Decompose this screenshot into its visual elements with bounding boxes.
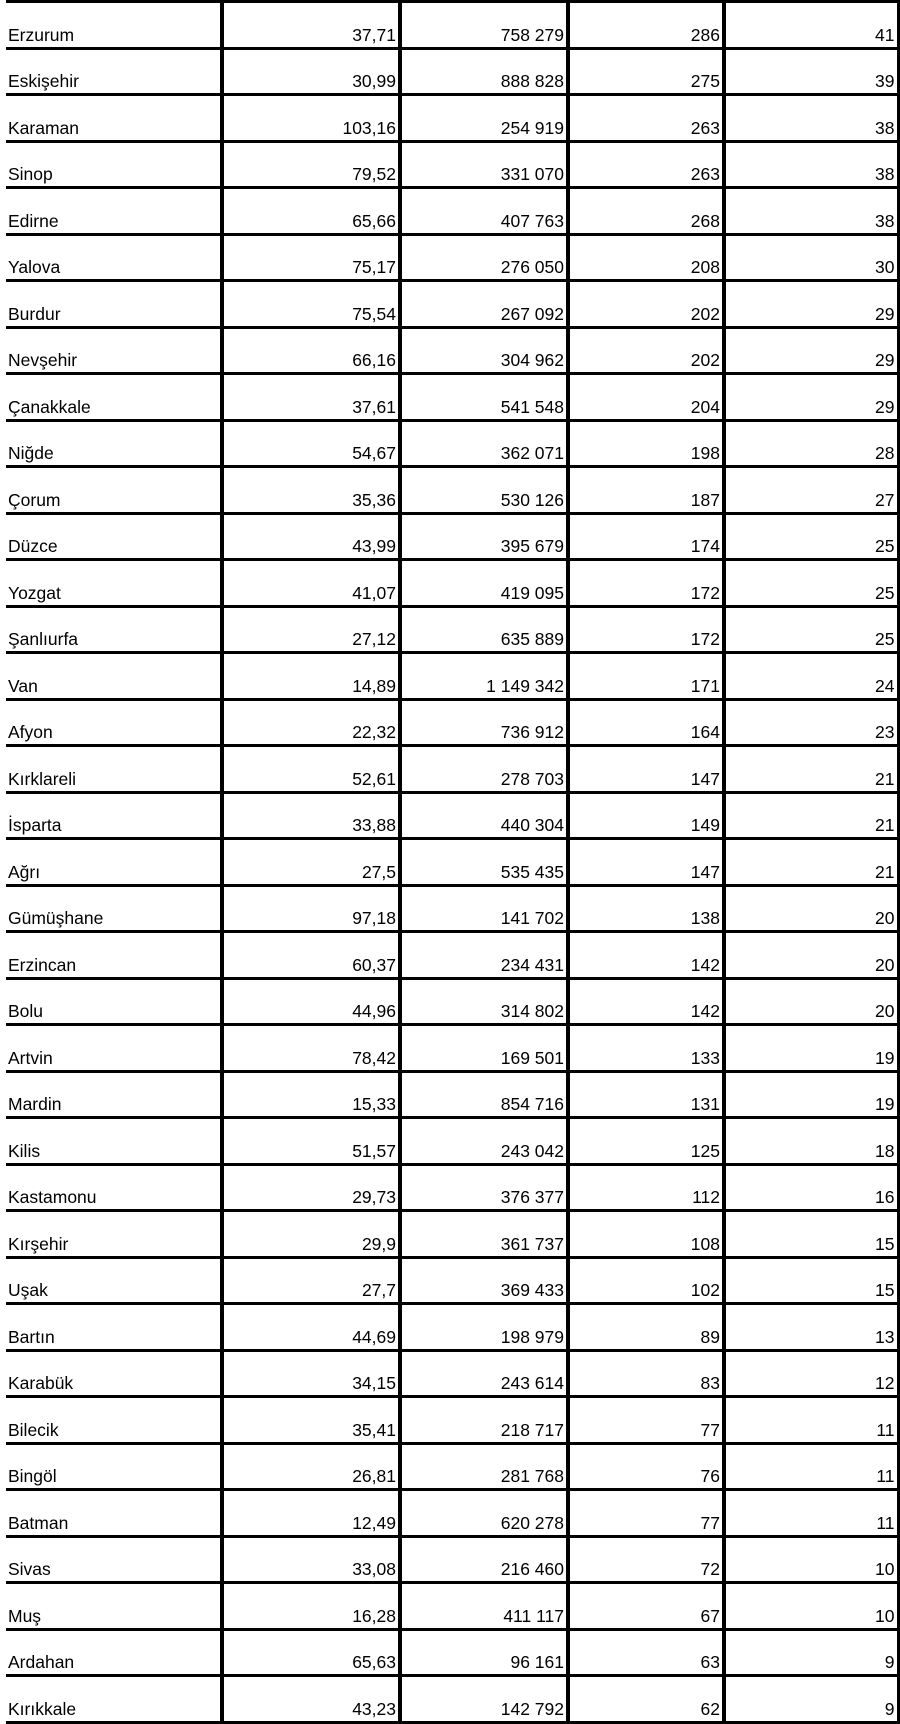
value-a-cell: 37,71 xyxy=(222,2,400,49)
value-b-cell: 172 xyxy=(568,560,724,607)
population-cell: 141 702 xyxy=(400,885,568,932)
table-row xyxy=(6,932,898,979)
value-a-cell: 33,88 xyxy=(222,792,400,839)
table-row xyxy=(6,1071,898,1118)
value-a-cell: 30,99 xyxy=(222,48,400,95)
province-name-cell: Bartın xyxy=(6,1304,222,1351)
population-cell: 267 092 xyxy=(400,281,568,328)
province-name-cell: Afyon xyxy=(6,699,222,746)
province-name-cell: Ardahan xyxy=(6,1629,222,1676)
table-row xyxy=(6,327,898,374)
value-a-cell: 35,36 xyxy=(222,467,400,514)
province-name-cell: Düzce xyxy=(6,513,222,560)
value-b-cell: 62 xyxy=(568,1676,724,1723)
value-b-cell: 204 xyxy=(568,374,724,421)
value-b-cell: 77 xyxy=(568,1490,724,1537)
province-name-cell: Burdur xyxy=(6,281,222,328)
value-b-cell: 202 xyxy=(568,327,724,374)
value-c-cell: 15 xyxy=(724,1257,898,1304)
value-c-cell: 9 xyxy=(724,1629,898,1676)
population-cell: 234 431 xyxy=(400,932,568,979)
province-name-cell: Nevşehir xyxy=(6,327,222,374)
value-a-cell: 65,66 xyxy=(222,188,400,235)
value-c-cell: 11 xyxy=(724,1397,898,1444)
value-c-cell: 12 xyxy=(724,1350,898,1397)
province-name-cell: Artvin xyxy=(6,1025,222,1072)
value-a-cell: 75,17 xyxy=(222,234,400,281)
value-b-cell: 164 xyxy=(568,699,724,746)
value-b-cell: 149 xyxy=(568,792,724,839)
value-b-cell: 76 xyxy=(568,1443,724,1490)
table-row xyxy=(6,1025,898,1072)
table-row xyxy=(6,560,898,607)
table-row xyxy=(6,281,898,328)
province-name-cell: Ağrı xyxy=(6,839,222,886)
table-row xyxy=(6,699,898,746)
value-a-cell: 60,37 xyxy=(222,932,400,979)
table-row xyxy=(6,1490,898,1537)
population-cell: 276 050 xyxy=(400,234,568,281)
value-c-cell: 23 xyxy=(724,699,898,746)
value-a-cell: 97,18 xyxy=(222,885,400,932)
province-name-cell: Bingöl xyxy=(6,1443,222,1490)
table-row xyxy=(6,513,898,560)
value-c-cell: 24 xyxy=(724,653,898,700)
table-row xyxy=(6,885,898,932)
population-cell: 218 717 xyxy=(400,1397,568,1444)
province-name-cell: Kırşehir xyxy=(6,1211,222,1258)
table-row xyxy=(6,374,898,421)
province-name-cell: Şanlıurfa xyxy=(6,606,222,653)
value-c-cell: 19 xyxy=(724,1025,898,1072)
value-a-cell: 41,07 xyxy=(222,560,400,607)
province-name-cell: Sivas xyxy=(6,1536,222,1583)
value-b-cell: 147 xyxy=(568,746,724,793)
value-a-cell: 27,7 xyxy=(222,1257,400,1304)
value-c-cell: 38 xyxy=(724,141,898,188)
population-cell: 541 548 xyxy=(400,374,568,421)
value-b-cell: 286 xyxy=(568,2,724,49)
table-row xyxy=(6,188,898,235)
value-a-cell: 27,12 xyxy=(222,606,400,653)
province-name-cell: Muş xyxy=(6,1583,222,1630)
value-b-cell: 125 xyxy=(568,1118,724,1165)
population-cell: 169 501 xyxy=(400,1025,568,1072)
population-cell: 369 433 xyxy=(400,1257,568,1304)
population-cell: 281 768 xyxy=(400,1443,568,1490)
population-cell: 198 979 xyxy=(400,1304,568,1351)
province-name-cell: Sinop xyxy=(6,141,222,188)
value-c-cell: 29 xyxy=(724,327,898,374)
population-cell: 407 763 xyxy=(400,188,568,235)
province-name-cell: Yozgat xyxy=(6,560,222,607)
value-a-cell: 78,42 xyxy=(222,1025,400,1072)
table-row xyxy=(6,1583,898,1630)
value-c-cell: 20 xyxy=(724,885,898,932)
value-a-cell: 29,9 xyxy=(222,1211,400,1258)
value-a-cell: 103,16 xyxy=(222,95,400,142)
population-cell: 361 737 xyxy=(400,1211,568,1258)
value-a-cell: 66,16 xyxy=(222,327,400,374)
table-row xyxy=(6,746,898,793)
population-cell: 142 792 xyxy=(400,1676,568,1723)
data-table xyxy=(6,0,900,1724)
table-row xyxy=(6,1211,898,1258)
value-c-cell: 13 xyxy=(724,1304,898,1351)
table-row xyxy=(6,420,898,467)
value-b-cell: 172 xyxy=(568,606,724,653)
value-b-cell: 67 xyxy=(568,1583,724,1630)
province-name-cell: Bilecik xyxy=(6,1397,222,1444)
table-row xyxy=(6,95,898,142)
table-row xyxy=(6,792,898,839)
province-name-cell: Karaman xyxy=(6,95,222,142)
table-row xyxy=(6,1164,898,1211)
population-cell: 376 377 xyxy=(400,1164,568,1211)
province-name-cell: Kırklareli xyxy=(6,746,222,793)
table-row xyxy=(6,1443,898,1490)
table-row xyxy=(6,48,898,95)
value-a-cell: 35,41 xyxy=(222,1397,400,1444)
value-c-cell: 9 xyxy=(724,1676,898,1723)
value-c-cell: 20 xyxy=(724,932,898,979)
province-name-cell: İsparta xyxy=(6,792,222,839)
population-cell: 314 802 xyxy=(400,978,568,1025)
province-name-cell: Van xyxy=(6,653,222,700)
value-b-cell: 108 xyxy=(568,1211,724,1258)
population-cell: 216 460 xyxy=(400,1536,568,1583)
value-a-cell: 43,99 xyxy=(222,513,400,560)
value-b-cell: 263 xyxy=(568,95,724,142)
table-row xyxy=(6,1536,898,1583)
value-c-cell: 10 xyxy=(724,1536,898,1583)
value-a-cell: 44,96 xyxy=(222,978,400,1025)
value-c-cell: 29 xyxy=(724,374,898,421)
table-row xyxy=(6,653,898,700)
value-b-cell: 63 xyxy=(568,1629,724,1676)
province-name-cell: Çorum xyxy=(6,467,222,514)
table-row xyxy=(6,467,898,514)
population-cell: 411 117 xyxy=(400,1583,568,1630)
value-b-cell: 174 xyxy=(568,513,724,560)
value-b-cell: 89 xyxy=(568,1304,724,1351)
value-a-cell: 15,33 xyxy=(222,1071,400,1118)
value-b-cell: 142 xyxy=(568,932,724,979)
population-cell: 1 149 342 xyxy=(400,653,568,700)
province-name-cell: Kastamonu xyxy=(6,1164,222,1211)
table-row xyxy=(6,978,898,1025)
value-a-cell: 12,49 xyxy=(222,1490,400,1537)
province-name-cell: Erzincan xyxy=(6,932,222,979)
value-c-cell: 20 xyxy=(724,978,898,1025)
population-cell: 278 703 xyxy=(400,746,568,793)
population-cell: 96 161 xyxy=(400,1629,568,1676)
value-a-cell: 44,69 xyxy=(222,1304,400,1351)
value-b-cell: 131 xyxy=(568,1071,724,1118)
value-a-cell: 43,23 xyxy=(222,1676,400,1723)
value-b-cell: 72 xyxy=(568,1536,724,1583)
value-b-cell: 138 xyxy=(568,885,724,932)
value-a-cell: 33,08 xyxy=(222,1536,400,1583)
province-name-cell: Edirne xyxy=(6,188,222,235)
value-c-cell: 25 xyxy=(724,560,898,607)
value-a-cell: 65,63 xyxy=(222,1629,400,1676)
value-c-cell: 41 xyxy=(724,2,898,49)
table-row xyxy=(6,2,898,49)
value-a-cell: 29,73 xyxy=(222,1164,400,1211)
value-c-cell: 25 xyxy=(724,513,898,560)
value-b-cell: 142 xyxy=(568,978,724,1025)
province-name-cell: Kırıkkale xyxy=(6,1676,222,1723)
value-a-cell: 37,61 xyxy=(222,374,400,421)
value-a-cell: 16,28 xyxy=(222,1583,400,1630)
province-name-cell: Eskişehir xyxy=(6,48,222,95)
province-name-cell: Yalova xyxy=(6,234,222,281)
value-a-cell: 54,67 xyxy=(222,420,400,467)
table-row xyxy=(6,1676,898,1723)
province-name-cell: Uşak xyxy=(6,1257,222,1304)
value-b-cell: 208 xyxy=(568,234,724,281)
value-a-cell: 52,61 xyxy=(222,746,400,793)
value-c-cell: 15 xyxy=(724,1211,898,1258)
table-row xyxy=(6,1118,898,1165)
value-c-cell: 11 xyxy=(724,1490,898,1537)
table-row xyxy=(6,1304,898,1351)
value-c-cell: 21 xyxy=(724,839,898,886)
value-b-cell: 171 xyxy=(568,653,724,700)
population-cell: 535 435 xyxy=(400,839,568,886)
value-c-cell: 29 xyxy=(724,281,898,328)
value-c-cell: 10 xyxy=(724,1583,898,1630)
table-row xyxy=(6,141,898,188)
value-a-cell: 79,52 xyxy=(222,141,400,188)
value-b-cell: 112 xyxy=(568,1164,724,1211)
value-a-cell: 26,81 xyxy=(222,1443,400,1490)
value-b-cell: 102 xyxy=(568,1257,724,1304)
value-b-cell: 77 xyxy=(568,1397,724,1444)
population-cell: 620 278 xyxy=(400,1490,568,1537)
table-body xyxy=(6,2,898,1723)
value-c-cell: 11 xyxy=(724,1443,898,1490)
population-cell: 440 304 xyxy=(400,792,568,839)
value-c-cell: 21 xyxy=(724,792,898,839)
value-c-cell: 21 xyxy=(724,746,898,793)
value-b-cell: 133 xyxy=(568,1025,724,1072)
value-a-cell: 34,15 xyxy=(222,1350,400,1397)
value-c-cell: 19 xyxy=(724,1071,898,1118)
population-cell: 419 095 xyxy=(400,560,568,607)
table-row xyxy=(6,606,898,653)
value-c-cell: 25 xyxy=(724,606,898,653)
value-b-cell: 83 xyxy=(568,1350,724,1397)
value-b-cell: 187 xyxy=(568,467,724,514)
population-cell: 736 912 xyxy=(400,699,568,746)
value-b-cell: 275 xyxy=(568,48,724,95)
population-cell: 635 889 xyxy=(400,606,568,653)
population-cell: 888 828 xyxy=(400,48,568,95)
value-c-cell: 18 xyxy=(724,1118,898,1165)
value-c-cell: 39 xyxy=(724,48,898,95)
population-cell: 243 614 xyxy=(400,1350,568,1397)
population-cell: 758 279 xyxy=(400,2,568,49)
province-name-cell: Kilis xyxy=(6,1118,222,1165)
value-a-cell: 75,54 xyxy=(222,281,400,328)
value-c-cell: 38 xyxy=(724,95,898,142)
table-row xyxy=(6,1629,898,1676)
province-name-cell: Mardin xyxy=(6,1071,222,1118)
value-b-cell: 147 xyxy=(568,839,724,886)
table-row xyxy=(6,1397,898,1444)
value-a-cell: 14,89 xyxy=(222,653,400,700)
value-c-cell: 27 xyxy=(724,467,898,514)
province-name-cell: Niğde xyxy=(6,420,222,467)
population-cell: 362 071 xyxy=(400,420,568,467)
value-a-cell: 51,57 xyxy=(222,1118,400,1165)
value-c-cell: 30 xyxy=(724,234,898,281)
province-name-cell: Karabük xyxy=(6,1350,222,1397)
value-c-cell: 28 xyxy=(724,420,898,467)
value-b-cell: 202 xyxy=(568,281,724,328)
table-row xyxy=(6,234,898,281)
population-cell: 243 042 xyxy=(400,1118,568,1165)
province-name-cell: Erzurum xyxy=(6,2,222,49)
value-b-cell: 268 xyxy=(568,188,724,235)
value-a-cell: 27,5 xyxy=(222,839,400,886)
value-a-cell: 22,32 xyxy=(222,699,400,746)
value-b-cell: 198 xyxy=(568,420,724,467)
population-cell: 530 126 xyxy=(400,467,568,514)
province-name-cell: Gümüşhane xyxy=(6,885,222,932)
population-cell: 254 919 xyxy=(400,95,568,142)
value-b-cell: 263 xyxy=(568,141,724,188)
population-cell: 304 962 xyxy=(400,327,568,374)
province-name-cell: Bolu xyxy=(6,978,222,1025)
province-name-cell: Batman xyxy=(6,1490,222,1537)
table-row xyxy=(6,1350,898,1397)
population-cell: 395 679 xyxy=(400,513,568,560)
value-c-cell: 38 xyxy=(724,188,898,235)
population-cell: 854 716 xyxy=(400,1071,568,1118)
table-row xyxy=(6,1257,898,1304)
value-c-cell: 16 xyxy=(724,1164,898,1211)
table-row xyxy=(6,839,898,886)
population-cell: 331 070 xyxy=(400,141,568,188)
province-name-cell: Çanakkale xyxy=(6,374,222,421)
